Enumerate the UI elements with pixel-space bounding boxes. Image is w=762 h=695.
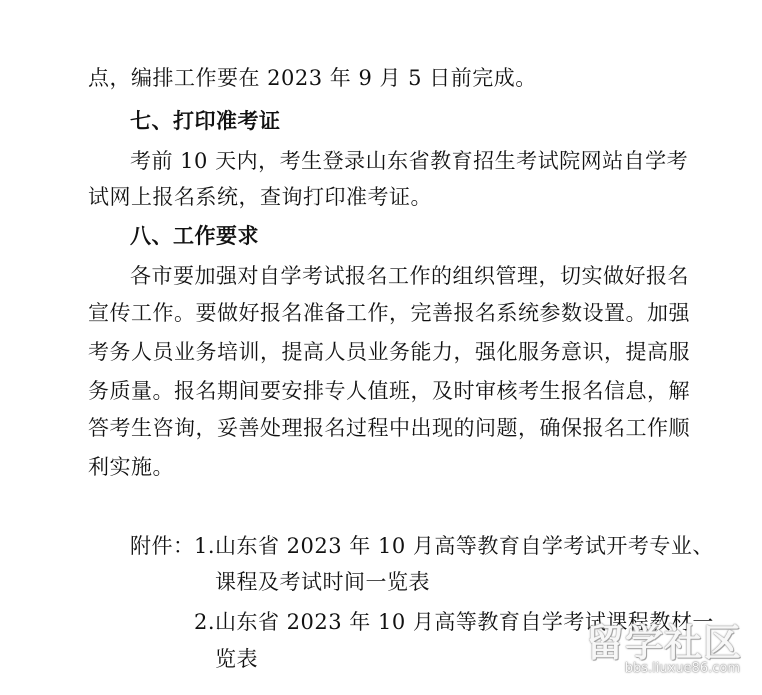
section-heading-work-requirements: 八、工作要求 — [130, 224, 259, 248]
attachment-2-line-1: 山东省 2023 年 10 月高等教育自学考试课程教材一 — [215, 610, 714, 634]
section8-line-6: 利实施。 — [88, 455, 174, 479]
paragraph-continuation: 点，编排工作要在 2023 年 9 月 5 日前完成。 — [88, 66, 537, 90]
section8-line-2: 宣传工作。要做好报名准备工作，完善报名系统参数设置。加强 — [88, 301, 690, 325]
section8-line-1: 各市要加强对自学考试报名工作的组织管理，切实做好报名 — [130, 264, 689, 288]
attachment-1-line-2: 课程及考试时间一览表 — [215, 570, 430, 594]
section8-line-4: 务质量。报名期间要安排专人值班，及时审核考生报名信息，解 — [88, 379, 690, 403]
watermark-title: 留学社区 — [585, 621, 742, 665]
attachment-1-number: 1. — [194, 534, 216, 558]
section8-line-3: 考务人员业务培训，提高人员业务能力，强化服务意识，提高服 — [88, 340, 690, 364]
attachment-2-number: 2. — [194, 610, 216, 634]
section-heading-print-admission: 七、打印准考证 — [130, 109, 281, 133]
attachment-2-line-2: 览表 — [215, 647, 258, 671]
watermark-url: bbs.liuxue86.com — [624, 661, 740, 676]
attachments-label: 附件： — [130, 534, 195, 558]
attachment-1-line-1: 山东省 2023 年 10 月高等教育自学考试开考专业、 — [215, 534, 714, 558]
section8-line-5: 答考生咨询，妥善处理报名过程中出现的问题，确保报名工作顺 — [88, 416, 690, 440]
section7-line-2: 试网上报名系统，查询打印准考证。 — [88, 185, 432, 209]
section7-line-1: 考前 10 天内，考生登录山东省教育招生考试院网站自学考 — [130, 149, 689, 173]
site-watermark — [578, 621, 748, 681]
